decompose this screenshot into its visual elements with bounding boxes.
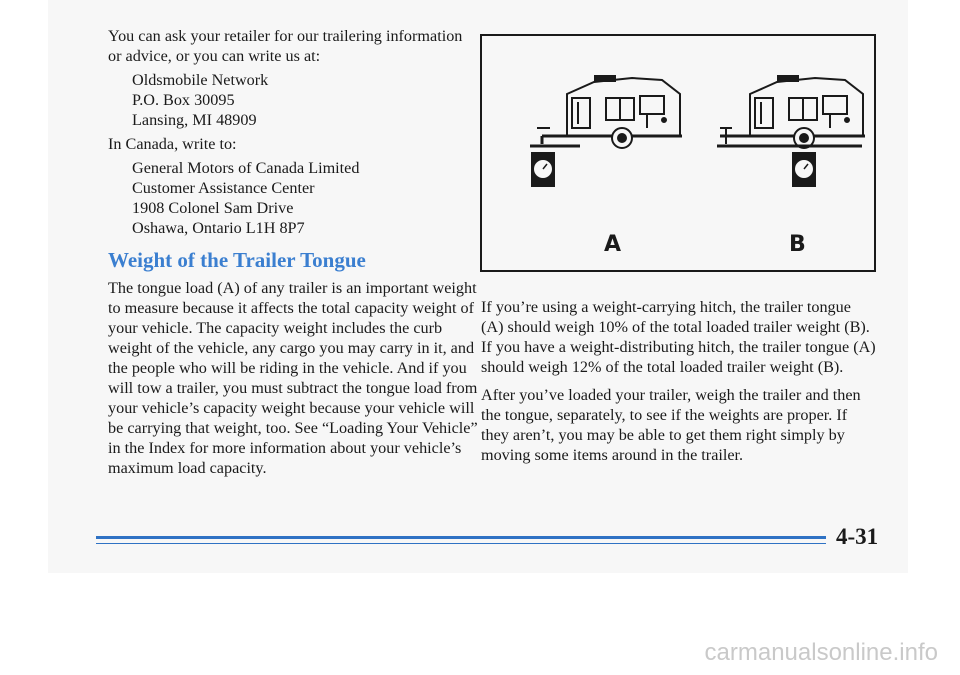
figure-label-b: B: [789, 232, 806, 257]
trailer-tongue-figure: [480, 34, 876, 272]
section-heading: Weight of the Trailer Tongue: [108, 248, 366, 272]
us-address-line-1: Oldsmobile Network: [132, 71, 269, 89]
page-number: 4-31: [836, 524, 879, 549]
us-address-line-3: Lansing, MI 48909: [132, 111, 257, 129]
weighing-instructions-text: After you’ve loaded your trailer, weigh the trailer and then the tongue, separately, to see if the weights are proper. If they aren’t, you may be able to get them right simply by moving some items around in the trailer.: [481, 386, 861, 464]
right-column: [481, 297, 876, 465]
trailer-a-drawing: [530, 76, 682, 186]
footer-rule-thin: [96, 543, 826, 544]
trailer-b-drawing: [717, 76, 865, 186]
left-column: [108, 26, 478, 478]
trailer-illustration: [482, 36, 874, 270]
hitch-weight-text: If you’re using a weight-carrying hitch, the trailer tongue (A) should weigh 10% of the total loaded trailer weight (B). If you have a weight-distributing hitch, the trailer tongue (A) should weigh 12% of the total loaded trailer weight (B).: [481, 298, 876, 376]
figure-label-a: A: [604, 232, 622, 257]
watermark: carmanualsonline.info: [704, 639, 938, 666]
canada-address-line-3: 1908 Colonel Sam Drive: [132, 199, 294, 217]
intro-text: You can ask your retailer for our trailering information or advice, or you can write us at:: [108, 27, 463, 65]
us-address-line-2: P.O. Box 30095: [132, 91, 235, 109]
canada-intro: In Canada, write to:: [108, 135, 237, 153]
canada-address-line-1: General Motors of Canada Limited: [132, 159, 360, 177]
canada-address-line-4: Oshawa, Ontario L1H 8P7: [132, 219, 305, 237]
canada-address-line-2: Customer Assistance Center: [132, 179, 315, 197]
footer-rule-thick: [96, 536, 826, 539]
tongue-weight-body: The tongue load (A) of any trailer is an important weight to measure because it affects the total capacity weight of your vehicle. The capacity weight includes the curb weight of the vehicle, any cargo you may carry in it, and the people who will be riding in the vehicle. And if you will tow a trailer, you must subtract the tongue load from your vehicle’s capacity weight because your vehicle will be carrying that weight, too. See “Loading Your Vehicle” in the Index for more information about your vehicle’s maximum load capacity.: [108, 279, 478, 477]
